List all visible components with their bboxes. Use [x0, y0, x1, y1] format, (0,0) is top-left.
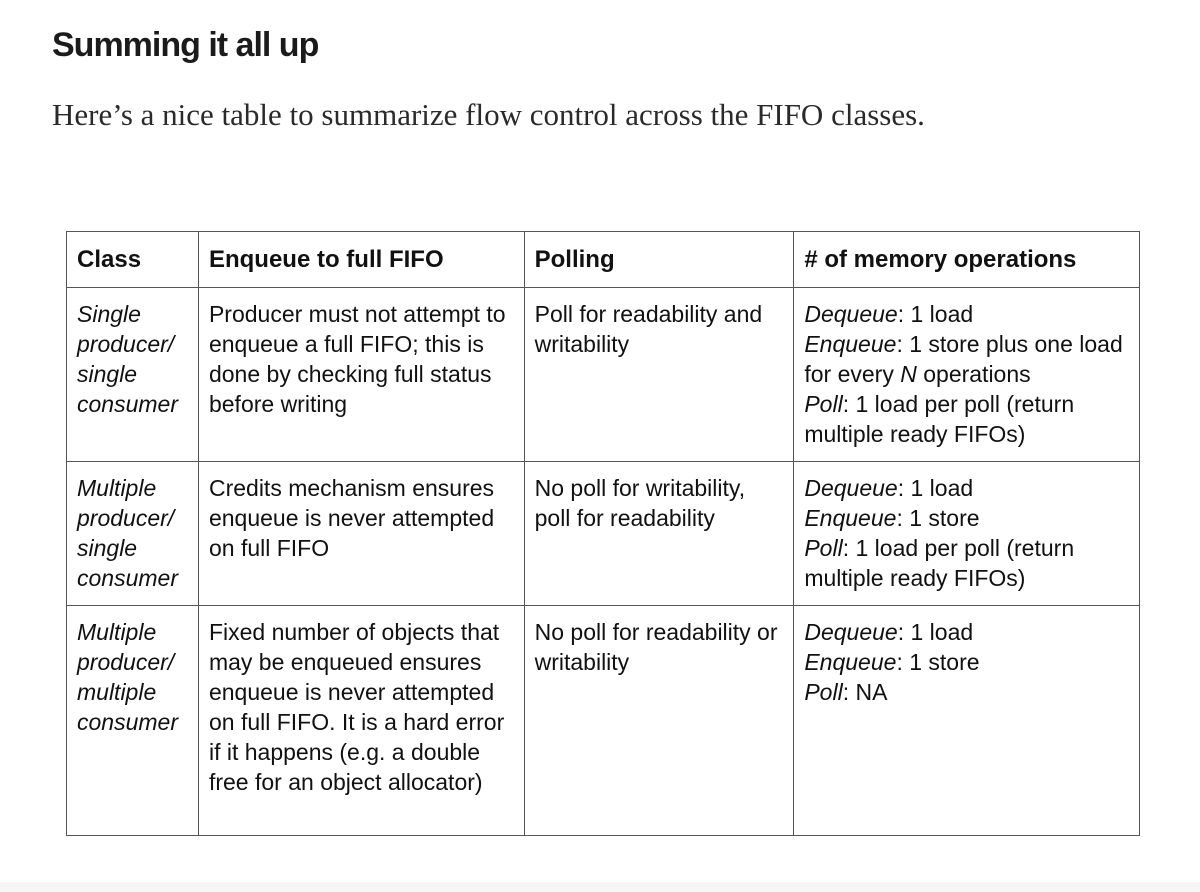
class-line: multiple — [77, 679, 157, 705]
class-line: producer/ — [77, 331, 175, 357]
ops-poll: Poll: 1 load per poll (return multiple ready FIFOs) — [804, 391, 1075, 447]
class-line: Multiple — [77, 619, 157, 645]
intro-paragraph: Here’s a nice table to summarize flow control across the FIFO classes. — [52, 97, 925, 132]
polling-cell: Poll for readability and writability — [524, 288, 794, 462]
class-line: producer/ — [77, 649, 175, 675]
fifo-summary-table — [66, 231, 1140, 836]
enqueue-cell: Producer must not attempt to enqueue a full FIFO; this is done by checking full status before writing — [198, 288, 524, 462]
ops-enqueue: Enqueue: 1 store plus one load for every N operations — [804, 331, 1123, 387]
class-cell — [67, 288, 199, 462]
table-row — [67, 288, 1140, 462]
table-row — [67, 606, 1140, 836]
ops-dequeue: Dequeue: 1 load — [804, 475, 974, 501]
enqueue-cell: Fixed number of objects that may be enqueued ensures enqueue is never attempted on full FIFO. It is a hard error if it happens (e.g. a double free for an object allocator) — [198, 606, 524, 836]
class-line: producer/ — [77, 505, 175, 531]
header-class: Class — [67, 232, 199, 288]
table-header-row — [67, 232, 1140, 288]
ops-poll: Poll: 1 load per poll (return multiple ready FIFOs) — [804, 535, 1075, 591]
polling-cell: No poll for readability or writability — [524, 606, 794, 836]
memory-ops-cell — [794, 606, 1140, 836]
class-cell — [67, 606, 199, 836]
header-polling: Polling — [524, 232, 794, 288]
class-line: Single — [77, 301, 141, 327]
table-row — [67, 462, 1140, 606]
ops-poll: Poll: NA — [804, 679, 888, 705]
class-line: consumer — [77, 565, 178, 591]
class-cell — [67, 462, 199, 606]
header-enqueue: Enqueue to full FIFO — [198, 232, 524, 288]
class-line: Multiple — [77, 475, 157, 501]
class-line: single — [77, 535, 138, 561]
ops-dequeue: Dequeue: 1 load — [804, 301, 974, 327]
bottom-band — [0, 882, 1200, 892]
class-line: single — [77, 361, 138, 387]
memory-ops-cell — [794, 462, 1140, 606]
ops-dequeue: Dequeue: 1 load — [804, 619, 974, 645]
header-memory-ops: # of memory operations — [794, 232, 1140, 288]
memory-ops-cell — [794, 288, 1140, 462]
class-line: consumer — [77, 391, 178, 417]
polling-cell: No poll for writability, poll for readability — [524, 462, 794, 606]
page-title: Summing it all up — [52, 26, 319, 64]
enqueue-cell: Credits mechanism ensures enqueue is never attempted on full FIFO — [198, 462, 524, 606]
ops-enqueue: Enqueue: 1 store — [804, 505, 980, 531]
ops-enqueue: Enqueue: 1 store — [804, 649, 980, 675]
class-line: consumer — [77, 709, 178, 735]
